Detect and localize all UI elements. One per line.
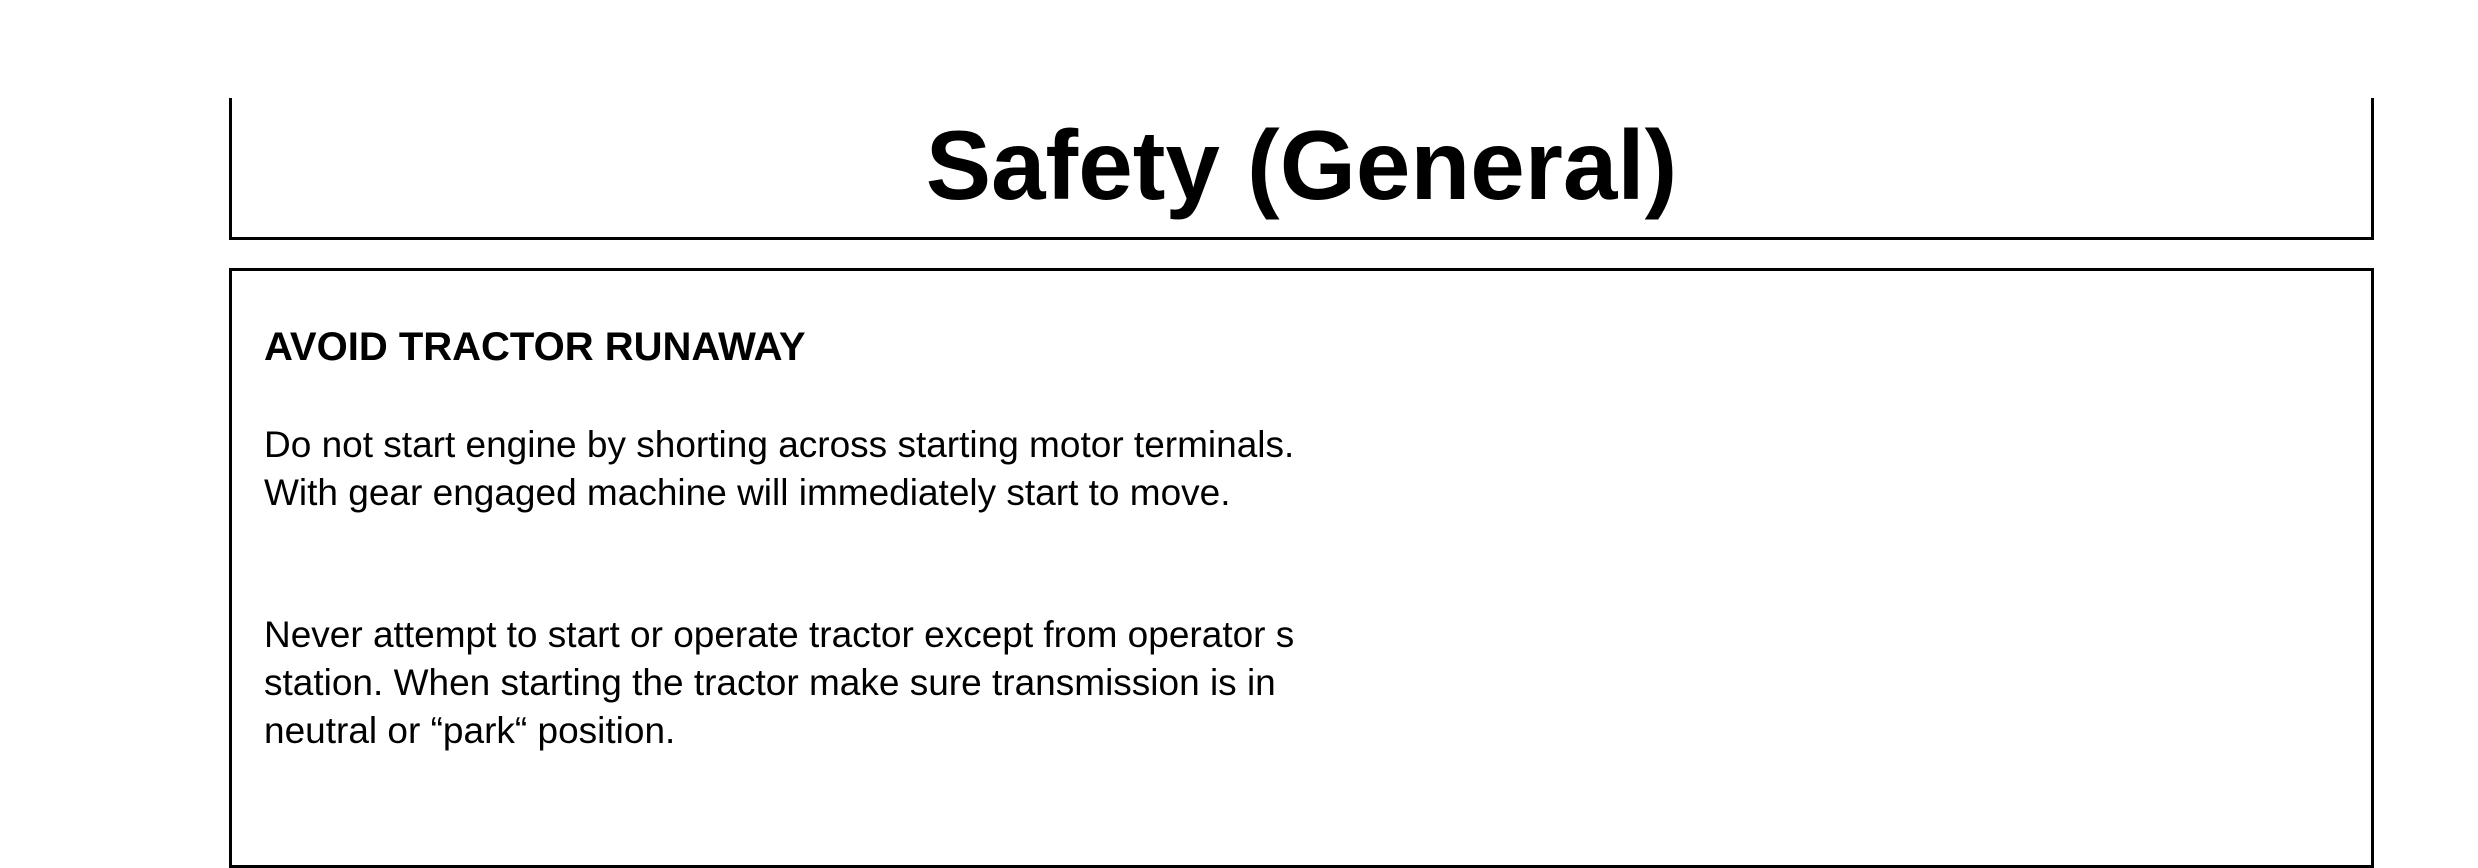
section-heading: AVOID TRACTOR RUNAWAY xyxy=(264,325,806,369)
paragraph-operator-station: Never attempt to start or operate tractor except from operator s station. When starting the tractor make sure transmission is in neutral or “park“ position. xyxy=(264,614,1295,751)
page-title: Safety (General) xyxy=(925,110,1678,220)
paragraph-start-engine: Do not start engine by shorting across starting motor terminals. With gear engaged machine will immediately start to move. xyxy=(264,424,1295,513)
header-box xyxy=(229,98,2374,240)
safety-section xyxy=(229,268,2374,868)
